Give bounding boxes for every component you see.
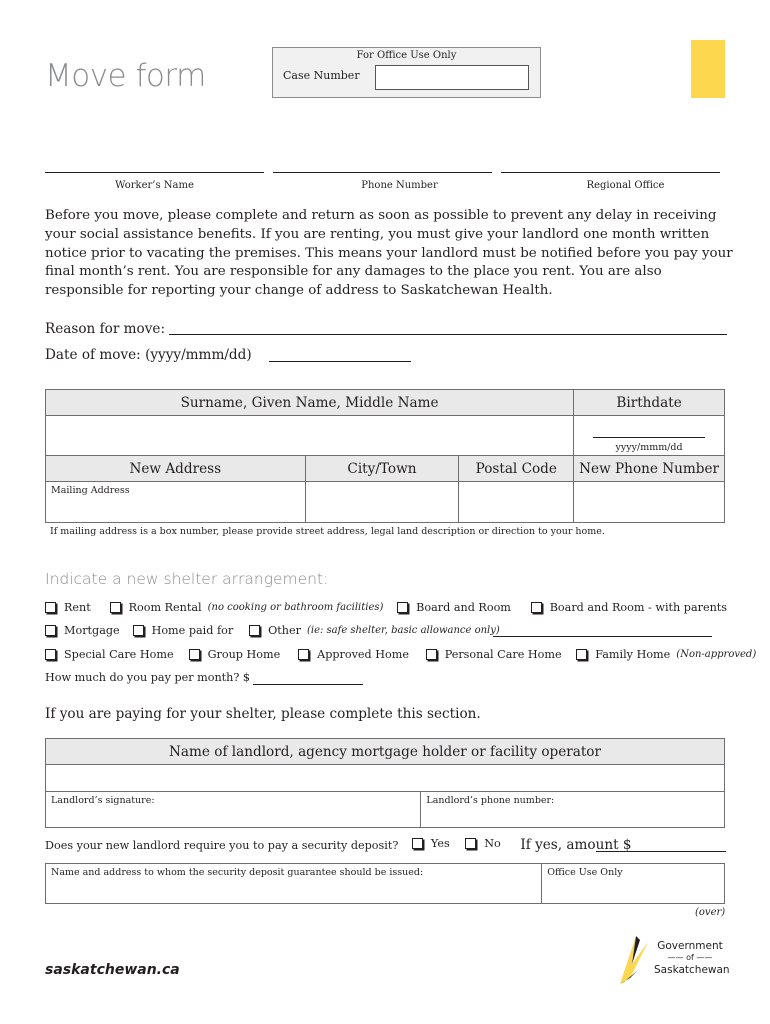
date-field[interactable]	[269, 361, 411, 362]
phone-number-label: Phone Number	[361, 180, 438, 191]
option-board-room-parents[interactable]	[531, 601, 727, 614]
deposit-name-address-label: Name and address to whom the security deposit guarantee should be issued:	[51, 867, 424, 878]
room-rental-note: (no cooking or bathroom facilities)	[207, 602, 384, 613]
over-note: (over)	[695, 907, 726, 918]
checkbox-icon[interactable]	[465, 838, 476, 849]
government-logo	[618, 934, 728, 986]
option-other[interactable]	[249, 624, 500, 637]
deposit-row	[45, 837, 632, 853]
landlord-table	[45, 738, 725, 828]
option-other-label: Other	[268, 624, 301, 637]
option-approved-home-label: Approved Home	[317, 648, 409, 661]
pay-per-month-field[interactable]	[253, 684, 363, 685]
landlord-name-field[interactable]	[46, 765, 725, 792]
option-group-home-label: Group Home	[207, 648, 281, 661]
logo-text	[654, 940, 730, 976]
deposit-name-address-field[interactable]	[46, 864, 542, 904]
landlord-signature-label: Landlord’s signature:	[51, 795, 155, 806]
landlord-phone-label: Landlord’s phone number:	[426, 795, 555, 806]
option-personal-care[interactable]	[426, 648, 567, 661]
checkbox-icon[interactable]	[45, 625, 56, 636]
option-approved-home[interactable]	[298, 648, 416, 661]
deposit-no-label: No	[484, 837, 501, 850]
office-use-label: For Office Use Only	[356, 50, 457, 61]
checkbox-icon[interactable]	[133, 625, 144, 636]
checkbox-icon[interactable]	[576, 649, 587, 660]
regional-office-field[interactable]	[501, 172, 720, 173]
option-rent[interactable]	[45, 601, 100, 614]
birthdate-field[interactable]	[574, 416, 725, 456]
date-label: Date of move: (yyyy/mmm/dd)	[45, 347, 252, 363]
postal-code-header: Postal Code	[459, 456, 574, 482]
checkbox-icon[interactable]	[189, 649, 200, 660]
checkbox-icon[interactable]	[110, 602, 121, 613]
deposit-yes[interactable]	[412, 837, 450, 850]
option-home-paid[interactable]	[133, 624, 240, 637]
mailing-note: If mailing address is a box number, please provide street address, legal land description or direction to your home.	[50, 526, 605, 537]
yellow-tab	[691, 40, 725, 98]
other-note: (ie: safe shelter, basic allowance only)	[306, 625, 500, 636]
option-family-home-label: Family Home	[595, 648, 671, 661]
deposit-amount-field[interactable]	[596, 851, 726, 852]
deposit-office-use-field[interactable]	[542, 864, 725, 904]
option-board-room[interactable]	[397, 601, 521, 614]
name-field[interactable]	[46, 416, 574, 456]
pay-per-month-label: How much do you pay per month? $	[45, 671, 251, 684]
name-header: Surname, Given Name, Middle Name	[46, 390, 574, 416]
shelter-row-1	[45, 601, 733, 616]
new-phone-header: New Phone Number	[574, 456, 725, 482]
wheat-icon	[618, 934, 654, 986]
intro-paragraph: Before you move, please complete and return as soon as possible to prevent any delay in receiving your social assistance benefits. If you are renting, you must give your landlord one month written notice prior to vacating the premises. This means your landlord must be notified before you pay your final month’s rent. You are responsible for any damages to the place you rent. You are also responsible for reporting your change of address to Saskatchewan Health.	[45, 208, 733, 299]
other-field[interactable]	[493, 636, 712, 637]
case-number-label: Case Number	[283, 69, 360, 82]
option-home-paid-label: Home paid for	[151, 624, 234, 637]
reason-field[interactable]	[169, 334, 727, 335]
option-board-room-parents-label: Board and Room - with parents	[549, 601, 728, 614]
shelter-row-3	[45, 648, 762, 663]
deposit-yes-label: Yes	[430, 837, 450, 850]
deposit-table	[45, 863, 725, 904]
checkbox-icon[interactable]	[426, 649, 437, 660]
checkbox-icon[interactable]	[249, 625, 260, 636]
new-address-header: New Address	[46, 456, 306, 482]
logo-line-3: Saskatchewan	[654, 964, 730, 976]
website-link[interactable]: saskatchewan.ca	[45, 962, 180, 978]
new-phone-field[interactable]	[574, 482, 725, 523]
address-table	[45, 455, 725, 523]
option-special-care-label: Special Care Home	[64, 648, 174, 661]
checkbox-icon[interactable]	[298, 649, 309, 660]
checkbox-icon[interactable]	[397, 602, 408, 613]
checkbox-icon[interactable]	[531, 602, 542, 613]
deposit-amount-label: If yes, amount $	[520, 837, 632, 853]
office-use-box	[272, 47, 541, 98]
logo-of: of	[686, 953, 694, 962]
birthdate-header: Birthdate	[574, 390, 725, 416]
deposit-question: Does your new landlord require you to pay a security deposit?	[45, 839, 399, 852]
mailing-address-label: Mailing Address	[51, 485, 130, 496]
option-room-rental[interactable]	[110, 601, 388, 614]
shelter-row-2	[45, 624, 506, 639]
checkbox-icon[interactable]	[412, 838, 423, 849]
postal-code-field[interactable]	[459, 482, 574, 523]
logo-line-1: Government	[657, 940, 723, 952]
deposit-office-use-label: Office Use Only	[547, 867, 623, 878]
landlord-name-header: Name of landlord, agency mortgage holder or facility operator	[46, 739, 725, 765]
checkbox-icon[interactable]	[45, 602, 56, 613]
option-mortgage[interactable]	[45, 624, 123, 637]
workers-name-field[interactable]	[45, 172, 264, 173]
logo-line-2: —— of ——	[667, 953, 713, 962]
case-number-field[interactable]	[375, 65, 529, 90]
option-mortgage-label: Mortgage	[64, 624, 120, 637]
workers-name-label: Worker’s Name	[115, 180, 194, 191]
landlord-signature-field[interactable]	[46, 792, 421, 828]
name-table	[45, 389, 725, 456]
form-title: Move form	[45, 58, 206, 94]
paying-section-heading: If you are paying for your shelter, please complete this section.	[45, 706, 481, 722]
reason-label: Reason for move:	[45, 321, 166, 337]
birthdate-format: yyyy/mmm/dd	[615, 442, 683, 453]
option-personal-care-label: Personal Care Home	[444, 648, 562, 661]
regional-office-label: Regional Office	[586, 180, 665, 191]
option-board-room-label: Board and Room	[416, 601, 511, 614]
landlord-phone-field[interactable]	[421, 792, 725, 828]
option-family-home[interactable]	[576, 648, 756, 661]
city-field[interactable]	[305, 482, 459, 523]
city-header: City/Town	[305, 456, 459, 482]
option-rent-label: Rent	[64, 601, 91, 614]
option-special-care[interactable]	[45, 648, 179, 661]
checkbox-icon[interactable]	[45, 649, 56, 660]
phone-number-field[interactable]	[273, 172, 492, 173]
family-home-note: (Non-approved)	[676, 649, 757, 660]
shelter-heading: Indicate a new shelter arrangement:	[45, 570, 329, 588]
mailing-address-field[interactable]	[46, 482, 306, 523]
deposit-no[interactable]	[465, 837, 501, 850]
option-room-rental-label: Room Rental	[128, 601, 202, 614]
option-group-home[interactable]	[189, 648, 289, 661]
